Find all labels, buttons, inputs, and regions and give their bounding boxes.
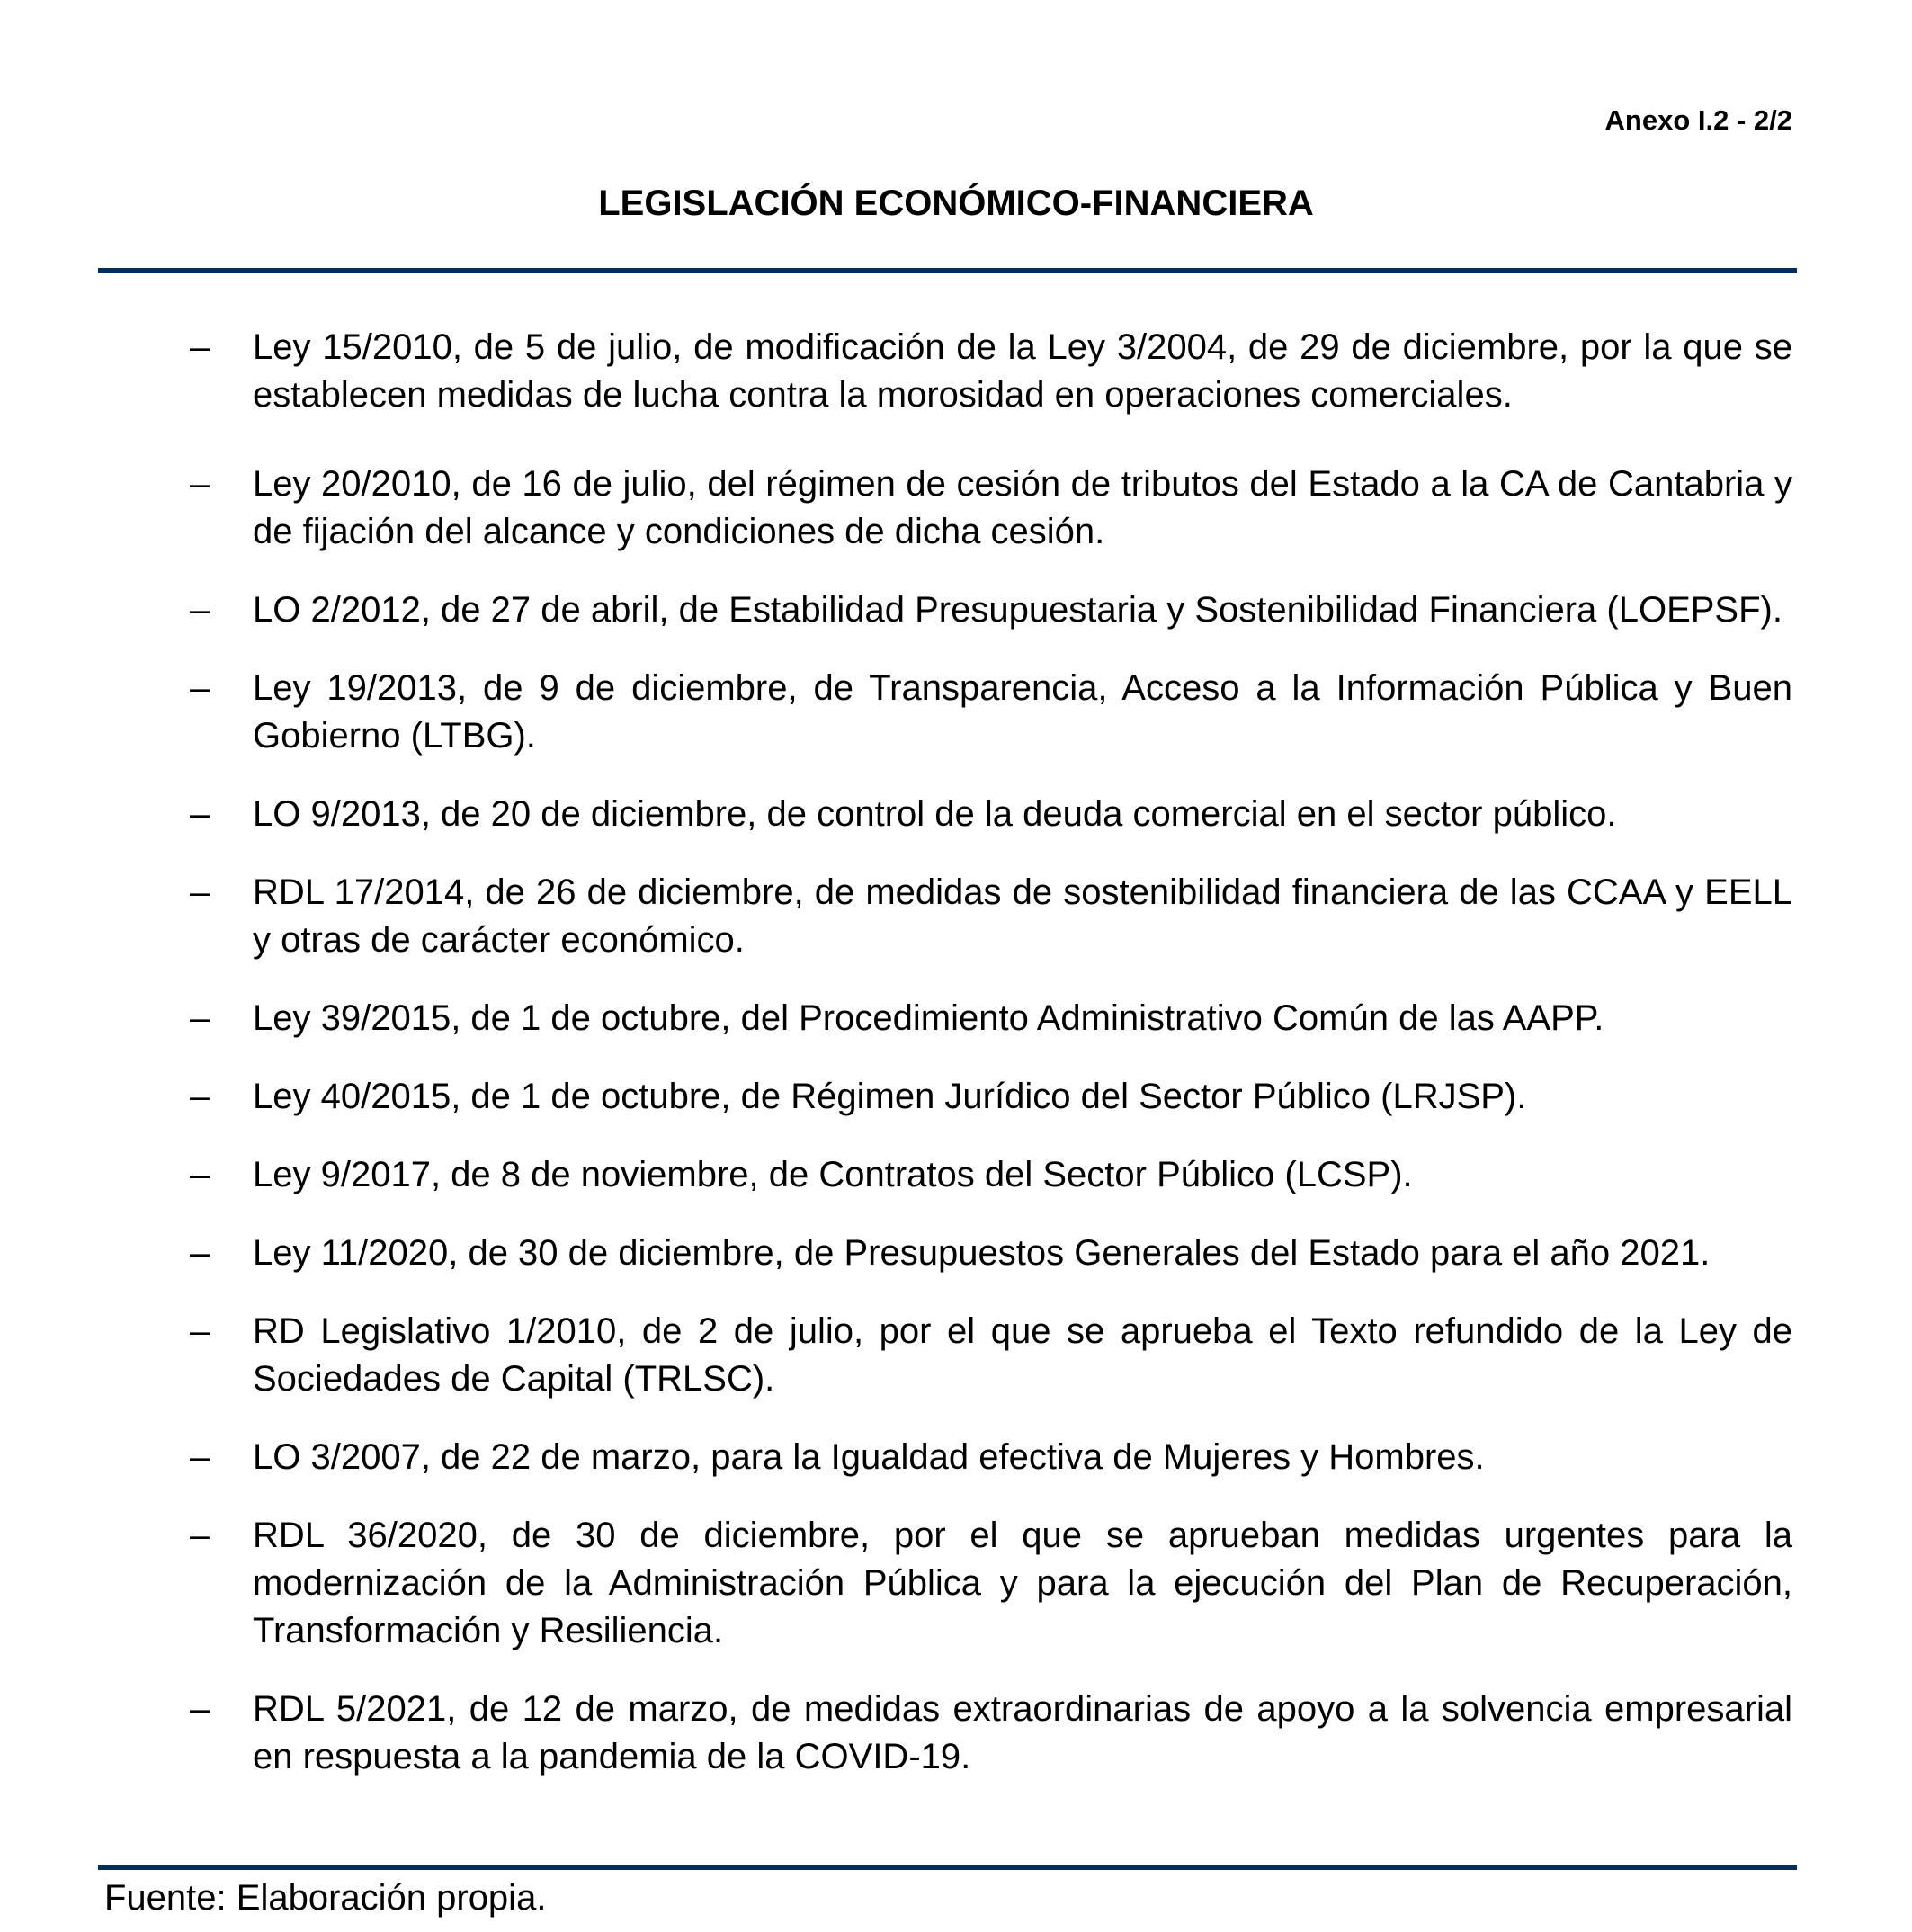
list-item [190, 1434, 1792, 1481]
item-text: RDL 5/2021, de 12 de marzo, de medidas extraordinarias de apoyo a la solvencia empresarial en respuesta a la pandemia de la COVID-19. [253, 1689, 1792, 1776]
dash-bullet: – [190, 1077, 210, 1116]
dash-bullet: – [190, 668, 210, 708]
item-text: Ley 9/2017, de 8 de noviembre, de Contratos del Sector Público (LCSP). [253, 1155, 1413, 1194]
dash-bullet: – [190, 1155, 210, 1194]
list-item [190, 461, 1792, 556]
dash-bullet: – [190, 872, 210, 912]
dash-bullet: – [190, 998, 210, 1038]
dash-bullet: – [190, 1689, 210, 1729]
item-text: Ley 19/2013, de 9 de diciembre, de Transparencia, Acceso a la Información Pública y Buen Gobierno (LTBG). [253, 668, 1792, 756]
item-text: LO 3/2007, de 22 de marzo, para la Igualdad efectiva de Mujeres y Hombres. [253, 1437, 1485, 1477]
list-item [190, 1512, 1792, 1655]
dash-bullet: – [190, 1516, 210, 1555]
annex-label: Anexo I.2 - 2/2 [1604, 104, 1792, 136]
list-item [190, 1686, 1792, 1781]
list-item [190, 791, 1792, 838]
dash-bullet: – [190, 1311, 210, 1351]
item-text: RDL 17/2014, de 26 de diciembre, de medidas de sostenibilidad financiera de las CCAA y EELL y otras de carácter económico. [253, 872, 1792, 960]
dash-bullet: – [190, 464, 210, 504]
item-text: RD Legislativo 1/2010, de 2 de julio, por el que se aprueba el Texto refundido de la Ley de Sociedades de Capital (TRLSC). [253, 1311, 1792, 1399]
list-item [190, 995, 1792, 1042]
list-item [190, 665, 1792, 760]
legislation-list [190, 324, 1792, 1811]
top-divider [98, 268, 1797, 273]
list-item [190, 586, 1792, 634]
dash-bullet: – [190, 794, 210, 834]
list-item [190, 1073, 1792, 1121]
item-text: Ley 15/2010, de 5 de julio, de modificación de la Ley 3/2004, de 29 de diciembre, por la que se establecen medidas de lucha contra la morosidad en operaciones comerciales. [253, 327, 1792, 415]
bottom-divider [98, 1865, 1797, 1870]
source-note: Fuente: Elaboración propia. [104, 1878, 547, 1918]
item-text: Ley 39/2015, de 1 de octubre, del Procedimiento Administrativo Común de las AAPP. [253, 998, 1604, 1038]
list-item [190, 1151, 1792, 1199]
dash-bullet: – [190, 590, 210, 630]
list-item [190, 1308, 1792, 1403]
dash-bullet: – [190, 1437, 210, 1477]
list-item [190, 1230, 1792, 1277]
item-text: Ley 40/2015, de 1 de octubre, de Régimen Jurídico del Sector Público (LRJSP). [253, 1077, 1527, 1116]
page-title: LEGISLACIÓN ECONÓMICO-FINANCIERA [598, 183, 1314, 223]
dash-bullet: – [190, 1233, 210, 1273]
item-text: RDL 36/2020, de 30 de diciembre, por el que se aprueban medidas urgentes para la modernización de la Administración Pública y para la ejecución del Plan de Recuperación, Transformación y Resiliencia. [253, 1516, 1792, 1650]
list-item [190, 869, 1792, 964]
item-text: Ley 20/2010, de 16 de julio, del régimen de cesión de tributos del Estado a la CA de Cantabria y de fijación del alcance y condiciones de dicha cesión. [253, 464, 1792, 551]
item-text: LO 9/2013, de 20 de diciembre, de control de la deuda comercial en el sector público. [253, 794, 1617, 834]
list-item [190, 324, 1792, 419]
dash-bullet: – [190, 327, 210, 367]
item-text: Ley 11/2020, de 30 de diciembre, de Presupuestos Generales del Estado para el año 2021. [253, 1233, 1711, 1273]
item-text: LO 2/2012, de 27 de abril, de Estabilidad Presupuestaria y Sostenibilidad Financiera (LOEPSF). [253, 590, 1782, 630]
